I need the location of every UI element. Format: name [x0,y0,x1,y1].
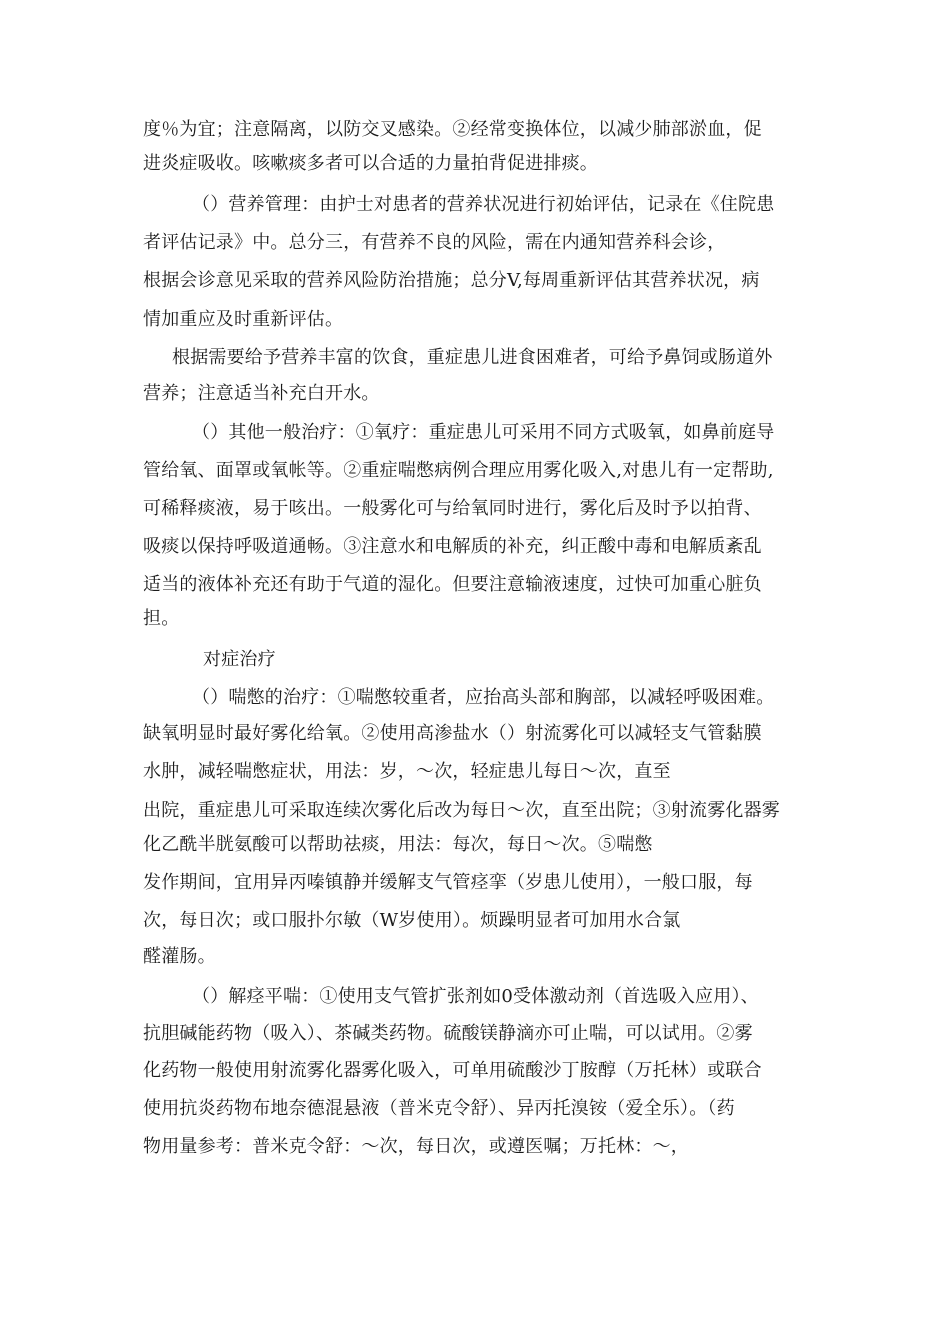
text-line: （）喘憋的治疗：①喘憋较重者，应抬高头部和胸部，以减轻呼吸困难。 [192,687,775,708]
text-line: 次，每日次；或口服扑尔敏（W岁使用）。烦躁明显者可加用水合氯 [143,910,681,931]
text-line: 吸痰以保持呼吸道通畅。③注意水和电解质的补充，纠正酸中毒和电解质紊乱 [143,536,762,557]
text-line: 进炎症吸收。咳嗽痰多者可以合适的力量拍背促进排痰。 [143,153,598,174]
text-line: （）解痉平喘：①使用支气管扩张剂如0受体激动剂（首选吸入应用）、 [192,986,759,1007]
text-line: 出院，重症患儿可采取连续次雾化后改为每日〜次，直至出院；③射流雾化器雾 [143,800,780,821]
text-line: （）其他一般治疗：①氧疗：重症患儿可采用不同方式吸氧，如鼻前庭导 [192,422,775,443]
text-line: 者评估记录》中。总分三，有营养不良的风险，需在内通知营养科会诊， [143,232,726,253]
text-line: 化药物一般使用射流雾化器雾化吸入，可单用硫酸沙丁胺醇（万托林）或联合 [143,1060,762,1081]
text-line: 根据需要给予营养丰富的饮食，重症患儿进食困难者，可给予鼻饲或肠道外 [172,347,773,368]
text-line: 营养；注意适当补充白开水。 [143,383,380,404]
section-heading: 对症治疗 [203,649,276,670]
text-line: 适当的液体补充还有助于气道的湿化。但要注意输液速度，过快可加重心脏负 [143,574,762,595]
text-line: 物用量参考：普米克令舒：〜次，每日次，或遵医嘱；万托林：〜， [143,1136,689,1157]
text-line: 可稀释痰液，易于咳出。一般雾化可与给氧同时进行，雾化后及时予以拍背、 [143,498,762,519]
text-line: 水肿，减轻喘憋症状，用法：岁，〜次，轻症患儿每日〜次，直至 [143,761,671,782]
text-line: （）营养管理：由护士对患者的营养状况进行初始评估，记录在《住院患 [192,194,775,215]
text-line: 化乙酰半胱氨酸可以帮助祛痰，用法：每次，每日〜次。⑤喘憋 [143,834,653,855]
text-line: 根据会诊意见采取的营养风险防治措施；总分V,每周重新评估其营养状况，病 [143,270,760,291]
text-line: 管给氧、面罩或氧帐等。②重症喘憋病例合理应用雾化吸入,对患儿有一定帮助, [143,460,774,481]
text-line: 缺氧明显时最好雾化给氧。②使用高渗盐水（）射流雾化可以减轻支气管黏膜 [143,723,762,744]
text-line: 发作期间，宜用异丙嗪镇静并缓解支气管痉挛（岁患儿使用），一般口服，每 [143,872,753,893]
text-line: 醛灌肠。 [143,946,216,967]
text-line: 抗胆碱能药物（吸入）、茶碱类药物。硫酸镁静滴亦可止喘，可以试用。②雾 [143,1023,753,1044]
text-line: 使用抗炎药物布地奈德混悬液（普米克令舒）、异丙托溴铵（爱全乐）。（药 [143,1098,735,1119]
text-line: 情加重应及时重新评估。 [143,309,344,330]
text-line: 度％为宜；注意隔离，以防交叉感染。②经常变换体位，以减少肺部淤血，促 [143,119,762,140]
text-line: 担。 [143,608,180,629]
